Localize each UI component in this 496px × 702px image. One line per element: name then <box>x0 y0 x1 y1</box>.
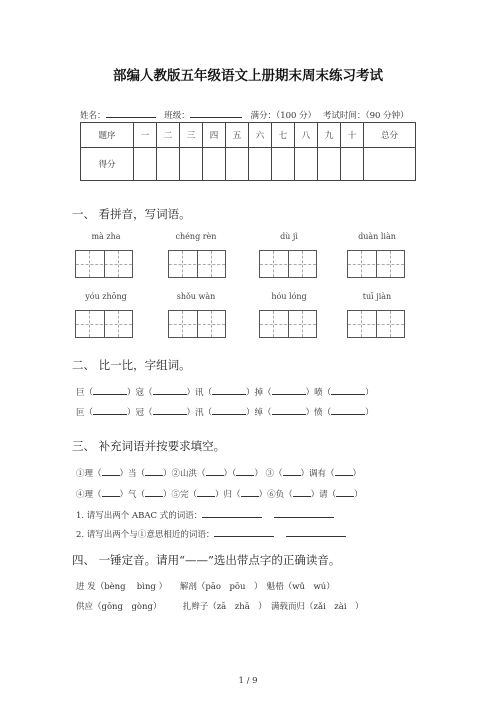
score-cell[interactable] <box>157 148 180 181</box>
answer-blank[interactable] <box>272 405 306 415</box>
question-1 <box>76 508 334 521</box>
compare-line-1 <box>76 385 374 398</box>
answer-blank[interactable] <box>145 487 163 497</box>
text-segment: ）寇（ <box>127 388 153 398</box>
text-segment: ）⑤完（ <box>163 490 198 500</box>
score-cell[interactable] <box>364 148 416 181</box>
text-segment: 叵（ <box>76 408 94 418</box>
answer-blank[interactable] <box>206 466 224 476</box>
writing-grid[interactable] <box>259 250 317 278</box>
answer-blank[interactable] <box>286 527 346 537</box>
pinyin-label: chéng rèn <box>175 232 217 241</box>
text-segment: ）喷（ <box>305 388 332 398</box>
answer-blank[interactable] <box>153 385 187 395</box>
text-segment: ）（ <box>223 469 237 479</box>
score-header-cell: 四 <box>203 123 226 148</box>
pinyin-label: tuī jiàn <box>362 292 392 301</box>
section-4-title: 四、 一锤定音。请用“——”选出带点字的正确读音。 <box>72 553 341 567</box>
score-header-cell: 九 <box>318 123 341 148</box>
text-segment: ） <box>352 469 362 479</box>
answer-blank[interactable] <box>153 405 187 415</box>
pinyin-label: duàn liàn <box>358 232 396 241</box>
text-segment: ）愤（ <box>305 408 332 418</box>
writing-grid[interactable] <box>347 310 405 338</box>
page-number: 1 / 9 <box>238 676 258 686</box>
pinyin-label: hóu lóng <box>271 292 307 301</box>
score-header-cell: 三 <box>180 123 203 148</box>
text-segment: ①理（ <box>76 469 102 479</box>
score-cell[interactable] <box>272 148 295 181</box>
question-2 <box>76 527 346 540</box>
answer-blank[interactable] <box>102 487 120 497</box>
name-blank <box>106 108 156 118</box>
score-header-cell: 六 <box>249 123 272 148</box>
pronunciation-line-1: 进 发（bèng bìng ） 解剖（pāo pōu ） 魁梧（wǔ wú） <box>76 582 335 592</box>
answer-blank[interactable] <box>102 466 120 476</box>
pronunciation-line-2: 供应（gōng gòng） 扎辫子（zā zhā ） 满载而归（zǎi zài ） <box>76 602 364 612</box>
text-segment: ）讯（ <box>186 388 213 398</box>
answer-blank[interactable] <box>331 405 365 415</box>
answer-blank[interactable] <box>197 487 215 497</box>
text-segment: ）当（ <box>119 469 146 479</box>
score-cell[interactable] <box>341 148 364 181</box>
text-segment: ）气（ <box>119 490 146 500</box>
score-cell[interactable] <box>249 148 272 181</box>
text-segment: ）汛（ <box>186 408 213 418</box>
score-table-score-row <box>81 148 416 181</box>
answer-blank[interactable] <box>336 487 354 497</box>
answer-blank[interactable] <box>202 508 262 518</box>
section-2-title: 二、 比一比，字组词。 <box>72 358 191 372</box>
answer-blank[interactable] <box>331 385 365 395</box>
score-header-cell: 八 <box>295 123 318 148</box>
text-segment: ） <box>354 490 363 500</box>
question-2-text: 2. 请写出两个与①意思相近的词语： <box>76 530 215 540</box>
score-header-cell: 五 <box>226 123 249 148</box>
name-label: 姓名： <box>80 111 106 121</box>
compare-line-2 <box>76 405 374 418</box>
text-segment: ）②山洪（ <box>163 469 206 479</box>
answer-blank[interactable] <box>335 466 353 476</box>
writing-grid[interactable] <box>259 310 317 338</box>
writing-grid[interactable] <box>75 310 133 338</box>
text-segment: ）冠（ <box>127 408 153 418</box>
writing-grid[interactable] <box>75 250 133 278</box>
answer-blank[interactable] <box>93 405 127 415</box>
text-segment: ④理（ <box>76 490 102 500</box>
exam-info <box>80 108 409 121</box>
answer-blank[interactable] <box>93 385 127 395</box>
writing-grid[interactable] <box>168 250 226 278</box>
text-segment: ）请（ <box>310 490 337 500</box>
answer-blank[interactable] <box>283 466 301 476</box>
answer-blank[interactable] <box>212 385 246 395</box>
score-header-cell: 七 <box>272 123 295 148</box>
pinyin-label: shǒu wàn <box>176 292 216 301</box>
score-cell[interactable] <box>295 148 318 181</box>
answer-blank[interactable] <box>241 487 259 497</box>
section-3-title: 三、 补充词语并按要求填空。 <box>72 439 226 453</box>
text-segment: ） ③（ <box>254 469 283 479</box>
pinyin-label: dù jì <box>280 232 298 241</box>
score-header-cell: 一 <box>134 123 157 148</box>
full-score-label: 满分：（100 分） <box>250 111 317 121</box>
text-segment: ） <box>365 408 374 418</box>
answer-blank[interactable] <box>293 487 311 497</box>
score-cell[interactable] <box>203 148 226 181</box>
answer-blank[interactable] <box>236 466 254 476</box>
answer-blank[interactable] <box>274 508 334 518</box>
text-segment: ）绰（ <box>246 408 272 418</box>
document-title: 部编人教版五年级语文上册期末周末练习考试 <box>113 68 383 84</box>
answer-blank[interactable] <box>214 527 274 537</box>
writing-grid[interactable] <box>347 250 405 278</box>
score-table-header-row <box>81 123 416 148</box>
answer-blank[interactable] <box>272 385 306 395</box>
class-blank <box>190 108 242 118</box>
class-label: 班级： <box>164 111 190 121</box>
score-cell[interactable] <box>226 148 249 181</box>
text-segment: ）调有（ <box>300 469 335 479</box>
text-segment: 巨（ <box>76 388 94 398</box>
answer-blank[interactable] <box>145 466 163 476</box>
text-segment: ）归（ <box>215 490 241 500</box>
score-header-cell: 题序 <box>81 123 134 148</box>
score-cell[interactable] <box>180 148 203 181</box>
answer-blank[interactable] <box>212 405 246 415</box>
score-cell[interactable] <box>318 148 341 181</box>
writing-grid[interactable] <box>168 310 226 338</box>
pinyin-label: mà zha <box>91 232 121 241</box>
score-row-label: 得分 <box>81 148 134 181</box>
exam-time-label: 考试时间：（90 分钟） <box>322 111 409 121</box>
text-segment: ） <box>365 388 374 398</box>
text-segment: ）⑥负（ <box>258 490 293 500</box>
score-cell[interactable] <box>134 148 157 181</box>
section-1-title: 一、 看拼音，写词语。 <box>72 207 191 221</box>
score-header-cell: 十 <box>341 123 364 148</box>
score-header-cell: 总分 <box>364 123 416 148</box>
pinyin-label: yóu zhōng <box>85 292 127 301</box>
score-header-cell: 二 <box>157 123 180 148</box>
question-1-text: 1. 请写出两个 ABAC 式的词语： <box>76 511 203 521</box>
text-segment: ）掉（ <box>246 388 272 398</box>
idiom-line-2 <box>76 487 363 500</box>
idiom-line-1 <box>76 466 361 479</box>
score-table <box>80 122 416 181</box>
